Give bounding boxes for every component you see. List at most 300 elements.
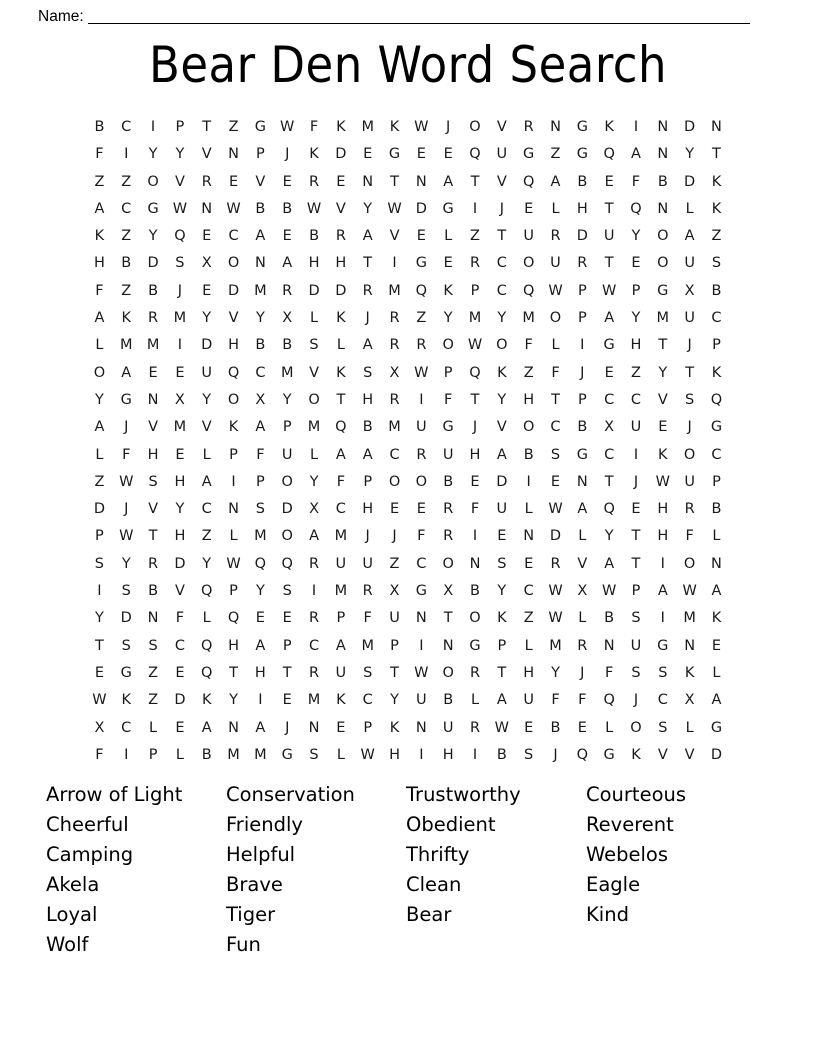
grid-cell[interactable]: D (281, 501, 293, 518)
grid-cell[interactable]: B (443, 473, 454, 490)
grid-cell[interactable]: C (308, 637, 320, 654)
grid-cell[interactable]: O (469, 119, 481, 135)
grid-cell[interactable]: X (201, 255, 212, 272)
grid-cell[interactable]: C (550, 419, 561, 436)
grid-cell[interactable]: P (95, 528, 104, 545)
grid-cell[interactable]: L (95, 446, 104, 463)
word-list-item[interactable]: Cheerful (46, 813, 129, 836)
grid-cell[interactable]: B (255, 200, 266, 217)
grid-cell[interactable]: A (604, 310, 615, 327)
grid-cell[interactable]: F (444, 391, 453, 408)
grid-cell[interactable]: Q (522, 173, 535, 190)
grid-cell[interactable]: H (335, 255, 347, 272)
grid-cell[interactable]: A (631, 146, 641, 163)
grid-cell[interactable]: A (201, 719, 212, 736)
grid-cell[interactable]: M (280, 364, 294, 381)
grid-cell[interactable]: T (363, 255, 373, 272)
grid-cell[interactable]: Y (282, 391, 292, 408)
grid-cell[interactable]: E (336, 719, 346, 736)
grid-cell[interactable]: K (711, 200, 722, 217)
grid-cell[interactable]: I (124, 146, 129, 163)
grid-cell[interactable]: K (336, 310, 346, 327)
grid-cell[interactable]: B (94, 119, 105, 135)
grid-cell[interactable]: Z (711, 228, 722, 245)
grid-cell[interactable]: V (684, 746, 695, 763)
grid-cell[interactable]: Y (363, 200, 373, 217)
grid-cell[interactable]: Y (390, 692, 399, 709)
grid-cell[interactable]: P (336, 610, 346, 627)
grid-cell[interactable]: O (522, 255, 535, 272)
grid-cell[interactable]: Q (603, 146, 615, 163)
grid-cell[interactable]: R (309, 664, 320, 681)
grid-cell[interactable]: T (631, 555, 641, 572)
grid-cell[interactable]: N (228, 501, 239, 518)
grid-cell[interactable]: M (388, 282, 401, 299)
grid-cell[interactable]: Y (121, 555, 131, 572)
grid-cell[interactable]: R (389, 337, 400, 354)
grid-cell[interactable]: B (121, 255, 132, 272)
grid-cell[interactable]: V (577, 555, 588, 572)
grid-cell[interactable]: L (202, 446, 211, 463)
grid-cell[interactable]: S (121, 583, 131, 600)
grid-cell[interactable]: S (175, 255, 185, 272)
grid-cell[interactable]: A (604, 555, 615, 572)
grid-cell[interactable]: V (496, 173, 507, 190)
grid-cell[interactable]: B (470, 583, 480, 600)
grid-cell[interactable]: T (604, 473, 614, 490)
grid-cell[interactable]: Z (523, 364, 534, 381)
grid-cell[interactable]: J (177, 282, 183, 299)
grid-cell[interactable]: Y (551, 664, 560, 681)
grid-cell[interactable]: T (336, 391, 346, 408)
grid-cell[interactable]: C (711, 446, 722, 463)
grid-cell[interactable]: E (148, 364, 158, 381)
grid-cell[interactable]: W (280, 119, 295, 135)
grid-cell[interactable]: J (446, 119, 451, 135)
grid-cell[interactable]: A (94, 200, 105, 217)
grid-cell[interactable]: H (93, 255, 105, 272)
grid-cell[interactable]: G (603, 337, 615, 354)
grid-cell[interactable]: G (442, 419, 454, 436)
grid-cell[interactable]: P (712, 473, 721, 490)
grid-cell[interactable]: L (685, 200, 694, 217)
grid-cell[interactable]: D (174, 555, 186, 572)
grid-cell[interactable]: W (92, 692, 107, 709)
grid-cell[interactable]: G (603, 746, 615, 763)
grid-cell[interactable]: T (470, 391, 480, 408)
grid-cell[interactable]: E (363, 146, 373, 163)
grid-cell[interactable]: O (227, 255, 240, 272)
grid-cell[interactable]: I (633, 119, 639, 135)
grid-cell[interactable]: T (712, 146, 721, 163)
grid-cell[interactable]: W (548, 583, 563, 600)
grid-cell[interactable]: V (657, 391, 668, 408)
grid-cell[interactable]: D (576, 228, 588, 245)
grid-cell[interactable]: C (121, 119, 132, 135)
grid-cell[interactable]: Z (121, 282, 132, 299)
grid-cell[interactable]: K (121, 310, 131, 327)
grid-cell[interactable]: N (147, 610, 159, 627)
grid-cell[interactable]: X (94, 719, 105, 736)
grid-cell[interactable]: G (120, 664, 132, 681)
grid-cell[interactable]: M (307, 419, 321, 436)
grid-cell[interactable]: I (311, 583, 317, 600)
grid-cell[interactable]: O (522, 419, 535, 436)
grid-cell[interactable]: O (415, 473, 428, 490)
grid-cell[interactable]: E (175, 364, 185, 381)
grid-cell[interactable]: D (308, 282, 320, 299)
grid-cell[interactable]: P (256, 146, 265, 163)
grid-cell[interactable]: V (148, 419, 159, 436)
grid-cell[interactable]: P (148, 746, 158, 763)
grid-cell[interactable]: T (604, 255, 614, 272)
word-list-item[interactable]: Reverent (586, 813, 674, 836)
grid-cell[interactable]: Q (603, 501, 615, 518)
grid-cell[interactable]: J (472, 419, 478, 436)
word-list-item[interactable]: Arrow of Light (46, 783, 183, 806)
grid-cell[interactable]: W (467, 337, 483, 354)
grid-cell[interactable]: F (551, 364, 560, 381)
grid-cell[interactable]: Y (202, 391, 212, 408)
grid-cell[interactable]: S (255, 501, 265, 518)
grid-cell[interactable]: L (551, 200, 560, 217)
grid-cell[interactable]: E (497, 528, 507, 545)
grid-cell[interactable]: R (201, 173, 212, 190)
grid-cell[interactable]: J (633, 692, 639, 709)
grid-cell[interactable]: F (363, 610, 372, 627)
grid-cell[interactable]: M (334, 528, 348, 545)
grid-cell[interactable]: B (201, 746, 212, 763)
grid-cell[interactable]: P (497, 637, 507, 654)
grid-cell[interactable]: I (660, 555, 665, 572)
grid-cell[interactable]: T (497, 664, 507, 681)
grid-cell[interactable]: P (712, 337, 721, 354)
grid-cell[interactable]: N (254, 255, 266, 272)
grid-cell[interactable]: K (497, 610, 507, 627)
grid-cell[interactable]: O (308, 391, 320, 408)
grid-cell[interactable]: V (255, 173, 266, 190)
grid-cell[interactable]: F (551, 692, 560, 709)
grid-cell[interactable]: P (577, 282, 587, 299)
grid-cell[interactable]: P (175, 119, 185, 135)
grid-cell[interactable]: B (657, 173, 668, 190)
grid-cell[interactable]: U (201, 364, 213, 381)
grid-cell[interactable]: V (228, 310, 239, 327)
grid-cell[interactable]: H (254, 664, 266, 681)
grid-cell[interactable]: J (285, 146, 290, 163)
grid-cell[interactable]: Y (229, 692, 238, 709)
grid-cell[interactable]: E (443, 255, 453, 272)
grid-cell[interactable]: D (335, 146, 347, 163)
grid-cell[interactable]: C (255, 364, 266, 381)
grid-cell[interactable]: U (335, 664, 347, 681)
grid-cell[interactable]: H (442, 746, 454, 763)
grid-cell[interactable]: X (684, 692, 695, 709)
grid-cell[interactable]: L (309, 446, 319, 463)
grid-cell[interactable]: C (630, 391, 642, 408)
grid-cell[interactable]: S (631, 664, 641, 681)
grid-cell[interactable]: A (711, 583, 722, 600)
grid-cell[interactable]: A (335, 446, 346, 463)
grid-cell[interactable]: N (308, 719, 320, 736)
grid-cell[interactable]: R (148, 555, 159, 572)
grid-cell[interactable]: E (577, 719, 587, 736)
grid-cell[interactable]: N (603, 637, 615, 654)
grid-cell[interactable]: Z (121, 228, 132, 245)
grid-cell[interactable]: L (444, 228, 453, 245)
grid-cell[interactable]: I (419, 391, 424, 408)
grid-cell[interactable]: E (524, 200, 534, 217)
grid-cell[interactable]: F (336, 473, 346, 490)
grid-cell[interactable]: K (604, 119, 614, 135)
grid-cell[interactable]: Z (523, 610, 534, 627)
grid-cell[interactable]: W (226, 555, 241, 572)
grid-cell[interactable]: Y (631, 228, 641, 245)
grid-cell[interactable]: X (389, 364, 400, 381)
word-list-item[interactable]: Thrifty (406, 843, 470, 866)
grid-cell[interactable]: L (578, 610, 587, 627)
grid-cell[interactable]: R (335, 228, 346, 245)
grid-cell[interactable]: J (499, 200, 504, 217)
grid-cell[interactable]: H (657, 501, 669, 518)
grid-cell[interactable]: E (470, 473, 480, 490)
grid-cell[interactable]: B (148, 282, 159, 299)
word-list-item[interactable]: Clean (406, 873, 462, 896)
grid-cell[interactable]: M (254, 528, 267, 545)
grid-cell[interactable]: Z (550, 146, 561, 163)
grid-cell[interactable]: J (553, 746, 558, 763)
grid-cell[interactable]: N (523, 528, 535, 545)
grid-cell[interactable]: Z (148, 664, 159, 681)
grid-cell[interactable]: V (657, 746, 668, 763)
grid-cell[interactable]: O (469, 610, 481, 627)
grid-cell[interactable]: V (496, 119, 507, 135)
grid-cell[interactable]: T (443, 610, 453, 627)
grid-cell[interactable]: F (95, 282, 104, 299)
grid-cell[interactable]: K (658, 446, 668, 463)
grid-cell[interactable]: M (173, 310, 187, 327)
grid-cell[interactable]: A (443, 173, 454, 190)
grid-cell[interactable]: R (443, 501, 454, 518)
grid-cell[interactable]: S (497, 555, 507, 572)
grid-cell[interactable]: M (656, 310, 670, 327)
grid-cell[interactable]: Y (175, 146, 185, 163)
grid-cell[interactable]: K (711, 173, 722, 190)
grid-cell[interactable]: Z (228, 119, 239, 135)
grid-cell[interactable]: E (604, 173, 614, 190)
grid-cell[interactable]: L (605, 719, 614, 736)
grid-cell[interactable]: X (684, 282, 695, 299)
word-list-item[interactable]: Eagle (586, 873, 641, 896)
grid-cell[interactable]: A (255, 228, 266, 245)
grid-cell[interactable]: O (496, 337, 508, 354)
grid-cell[interactable]: U (416, 419, 427, 436)
grid-cell[interactable]: X (309, 501, 319, 518)
grid-cell[interactable]: L (470, 692, 480, 709)
grid-cell[interactable]: G (576, 119, 588, 135)
grid-cell[interactable]: B (711, 282, 722, 299)
grid-cell[interactable]: Y (148, 146, 158, 163)
grid-cell[interactable]: F (122, 446, 131, 463)
grid-cell[interactable]: N (228, 146, 239, 163)
grid-cell[interactable]: U (281, 446, 293, 463)
grid-cell[interactable]: H (362, 501, 374, 518)
grid-cell[interactable]: I (419, 637, 424, 654)
grid-cell[interactable]: C (389, 446, 400, 463)
grid-cell[interactable]: T (631, 528, 641, 545)
grid-cell[interactable]: R (309, 610, 320, 627)
grid-cell[interactable]: R (550, 228, 561, 245)
grid-cell[interactable]: B (255, 337, 266, 354)
grid-cell[interactable]: D (710, 746, 723, 763)
grid-cell[interactable]: E (524, 555, 534, 572)
grid-cell[interactable]: A (362, 446, 373, 463)
grid-cell[interactable]: Y (685, 146, 695, 163)
grid-cell[interactable]: F (631, 173, 641, 190)
grid-cell[interactable]: A (577, 501, 588, 518)
grid-cell[interactable]: E (282, 692, 292, 709)
grid-cell[interactable]: W (387, 200, 402, 217)
grid-cell[interactable]: E (631, 501, 641, 518)
grid-cell[interactable]: Q (522, 282, 535, 299)
grid-cell[interactable]: G (147, 200, 159, 217)
grid-cell[interactable]: X (255, 391, 266, 408)
grid-cell[interactable]: Y (202, 555, 212, 572)
grid-cell[interactable]: V (174, 173, 185, 190)
grid-cell[interactable]: D (549, 528, 562, 545)
grid-cell[interactable]: H (228, 637, 239, 654)
grid-cell[interactable]: S (658, 664, 668, 681)
grid-cell[interactable]: E (524, 719, 534, 736)
grid-cell[interactable]: M (468, 310, 482, 327)
grid-cell[interactable]: D (174, 692, 186, 709)
grid-cell[interactable]: D (93, 501, 105, 518)
grid-cell[interactable]: I (150, 119, 156, 135)
grid-cell[interactable]: W (360, 746, 375, 763)
grid-cell[interactable]: N (442, 637, 454, 654)
grid-cell[interactable]: S (309, 337, 319, 354)
grid-cell[interactable]: F (524, 337, 533, 354)
grid-cell[interactable]: Z (201, 528, 212, 545)
grid-cell[interactable]: N (550, 119, 561, 135)
grid-cell[interactable]: U (603, 228, 615, 245)
grid-cell[interactable]: Q (335, 419, 347, 436)
grid-cell[interactable]: C (711, 310, 722, 327)
grid-cell[interactable]: N (415, 610, 427, 627)
grid-cell[interactable]: A (362, 337, 373, 354)
grid-cell[interactable]: O (147, 173, 159, 190)
grid-cell[interactable]: Q (710, 391, 723, 408)
grid-cell[interactable]: S (685, 391, 695, 408)
grid-cell[interactable]: M (522, 310, 535, 327)
grid-cell[interactable]: S (309, 746, 319, 763)
grid-cell[interactable]: O (227, 391, 240, 408)
grid-cell[interactable]: A (94, 419, 105, 436)
grid-cell[interactable]: Q (201, 583, 213, 600)
grid-cell[interactable]: R (148, 310, 159, 327)
grid-cell[interactable]: H (362, 391, 374, 408)
grid-cell[interactable]: F (256, 446, 265, 463)
grid-cell[interactable]: D (147, 255, 159, 272)
grid-cell[interactable]: J (392, 528, 397, 545)
grid-cell[interactable]: T (390, 173, 399, 190)
word-list-item[interactable]: Bear (406, 903, 452, 926)
grid-cell[interactable]: G (469, 637, 481, 654)
word-list-item[interactable]: Loyal (46, 903, 98, 926)
grid-cell[interactable]: Q (576, 746, 589, 763)
grid-cell[interactable]: R (523, 119, 534, 135)
grid-cell[interactable]: Z (416, 310, 427, 327)
grid-cell[interactable]: Q (227, 610, 240, 627)
grid-cell[interactable]: J (687, 419, 692, 436)
grid-cell[interactable]: W (414, 119, 429, 135)
grid-cell[interactable]: K (228, 419, 239, 436)
grid-cell[interactable]: U (416, 692, 427, 709)
grid-cell[interactable]: L (149, 719, 158, 736)
grid-cell[interactable]: G (710, 419, 723, 436)
grid-cell[interactable]: V (201, 146, 212, 163)
grid-cell[interactable]: Z (121, 173, 132, 190)
grid-cell[interactable]: W (172, 200, 188, 217)
grid-cell[interactable]: H (228, 337, 239, 354)
grid-cell[interactable]: G (576, 446, 588, 463)
grid-cell[interactable]: H (308, 255, 320, 272)
grid-cell[interactable]: Q (415, 282, 428, 299)
word-list-item[interactable]: Obedient (406, 813, 496, 836)
grid-cell[interactable]: U (442, 719, 454, 736)
grid-cell[interactable]: Z (148, 692, 159, 709)
grid-cell[interactable]: K (121, 692, 131, 709)
grid-cell[interactable]: W (119, 473, 134, 490)
grid-cell[interactable]: C (121, 200, 132, 217)
word-list-item[interactable]: Conservation (226, 783, 355, 806)
grid-cell[interactable]: B (711, 501, 722, 518)
grid-cell[interactable]: C (604, 446, 615, 463)
grid-cell[interactable]: T (229, 664, 238, 681)
grid-cell[interactable]: J (633, 473, 639, 490)
grid-cell[interactable]: F (417, 528, 426, 545)
grid-cell[interactable]: T (551, 391, 560, 408)
grid-cell[interactable]: I (526, 473, 531, 490)
grid-cell[interactable]: U (684, 310, 695, 327)
grid-cell[interactable]: A (657, 583, 668, 600)
grid-cell[interactable]: Q (254, 555, 267, 572)
grid-cell[interactable]: W (494, 719, 509, 736)
grid-cell[interactable]: C (416, 555, 427, 572)
grid-cell[interactable]: Z (470, 228, 480, 245)
grid-cell[interactable]: S (363, 364, 373, 381)
grid-cell[interactable]: W (306, 200, 322, 217)
grid-cell[interactable]: T (282, 664, 292, 681)
grid-cell[interactable]: Y (658, 364, 668, 381)
grid-cell[interactable]: J (580, 664, 585, 681)
grid-cell[interactable]: A (362, 228, 373, 245)
grid-cell[interactable]: L (95, 337, 104, 354)
grid-cell[interactable]: Y (497, 583, 507, 600)
grid-cell[interactable]: J (365, 310, 370, 327)
grid-cell[interactable]: P (229, 446, 238, 463)
grid-cell[interactable]: X (174, 391, 185, 408)
grid-cell[interactable]: E (202, 282, 212, 299)
grid-cell[interactable]: P (363, 719, 373, 736)
grid-cell[interactable]: M (361, 119, 374, 135)
grid-cell[interactable]: N (576, 473, 588, 490)
grid-cell[interactable]: R (416, 337, 427, 354)
grid-cell[interactable]: Y (604, 528, 614, 545)
grid-cell[interactable]: R (550, 555, 561, 572)
grid-cell[interactable]: G (442, 200, 454, 217)
grid-cell[interactable]: J (124, 501, 129, 518)
